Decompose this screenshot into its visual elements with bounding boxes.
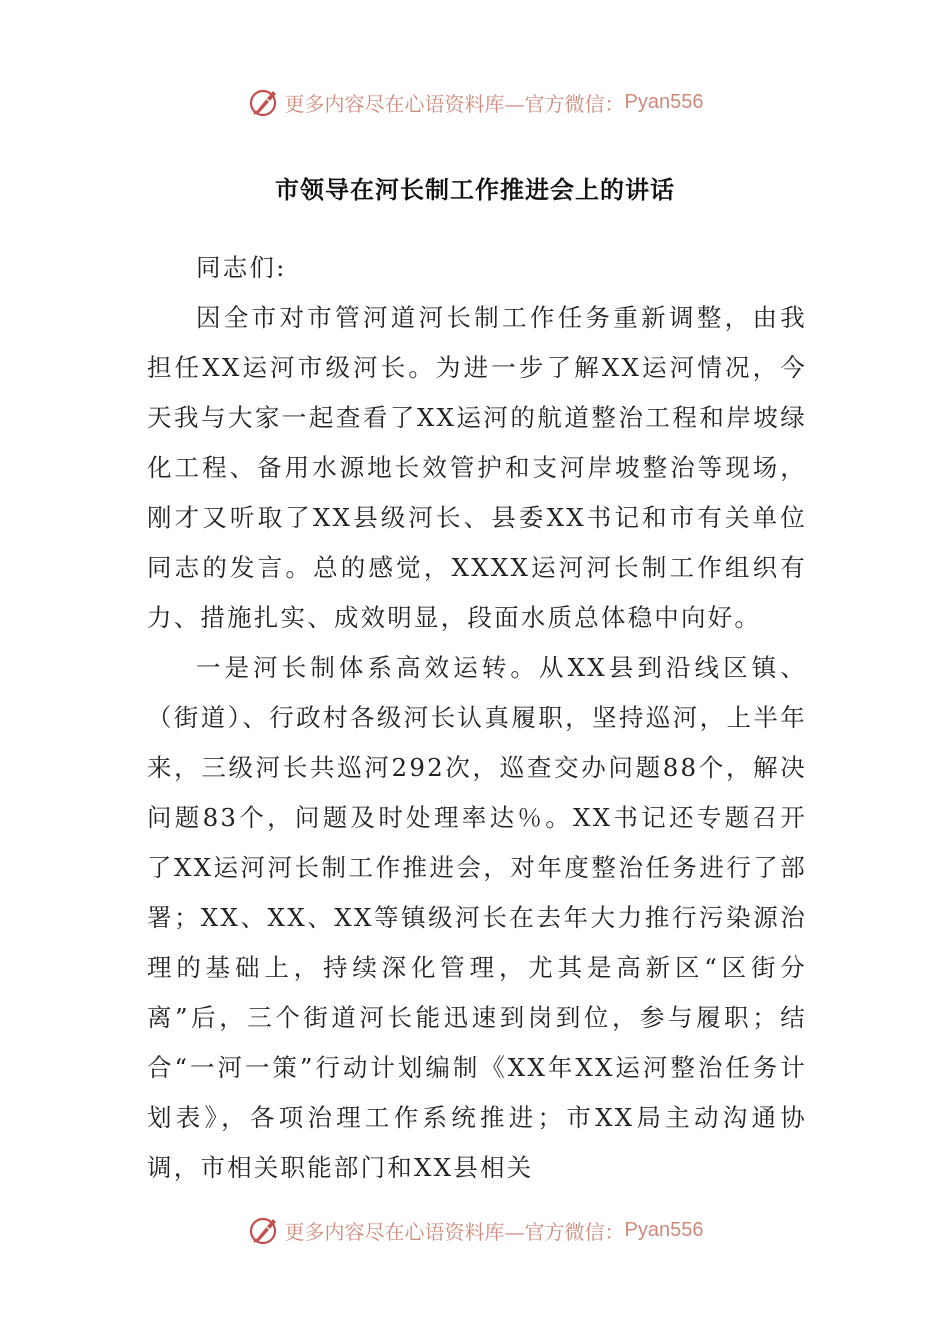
document-title: 市领导在河长制工作推进会上的讲话 (275, 175, 675, 204)
banner-text: 更多内容尽在心语资料库—官方微信： (284, 91, 625, 116)
paragraph-greeting: 同志们: (196, 253, 287, 282)
paragraph-point-one: 一是河长制体系高效运转。从XX县到沿线区镇、（街道）、行政村各级河长认真履职，坚持巡河，上半年来，三级河长共巡河292次，巡查交办问题88个，解决问题83个，问题及时处理率达％。XX书记还专题召开了XX运河河长制工作推进会，对年度整治任务进行了部署；XX、XX、XX等镇级河长在去年大力推行污染源治理的基础上，持续深化管理，尤其是高新区“区街分离”后，三个街道河长能迅速到岗到位，参与履职；结合“一河一策”行动计划编制《XX年XX运河整治任务计划表》，各项治理工作系统推进；市XX局主动沟通协调，市相关职能部门和XX县相关 (147, 653, 807, 1182)
header-banner (0, 82, 950, 122)
paragraph-intro: 因全市对市管河道河长制工作任务重新调整，由我担任XX运河市级河长。为进一步了解XX运河情况，今天我与大家一起查看了XX运河的航道整治工程和岸坡绿化工程、备用水源地长效管护和支河岸坡整治等现场，刚才又听取了XX县级河长、县委XX书记和市有关单位同志的发言。总的感觉，XXXX运河河长制工作组织有力、措施扎实、成效明显，段面水质总体稳中向好。 (147, 303, 807, 632)
quill-logo-icon (247, 85, 281, 119)
banner-text: 更多内容尽在心语资料库—官方微信： (284, 1219, 625, 1244)
quill-logo-icon (247, 1213, 281, 1247)
banner-wechat-id: Pyan556 (624, 1218, 704, 1241)
banner-wechat-id: Pyan556 (624, 90, 704, 113)
footer-banner (0, 1210, 950, 1250)
document-body (147, 243, 807, 1193)
